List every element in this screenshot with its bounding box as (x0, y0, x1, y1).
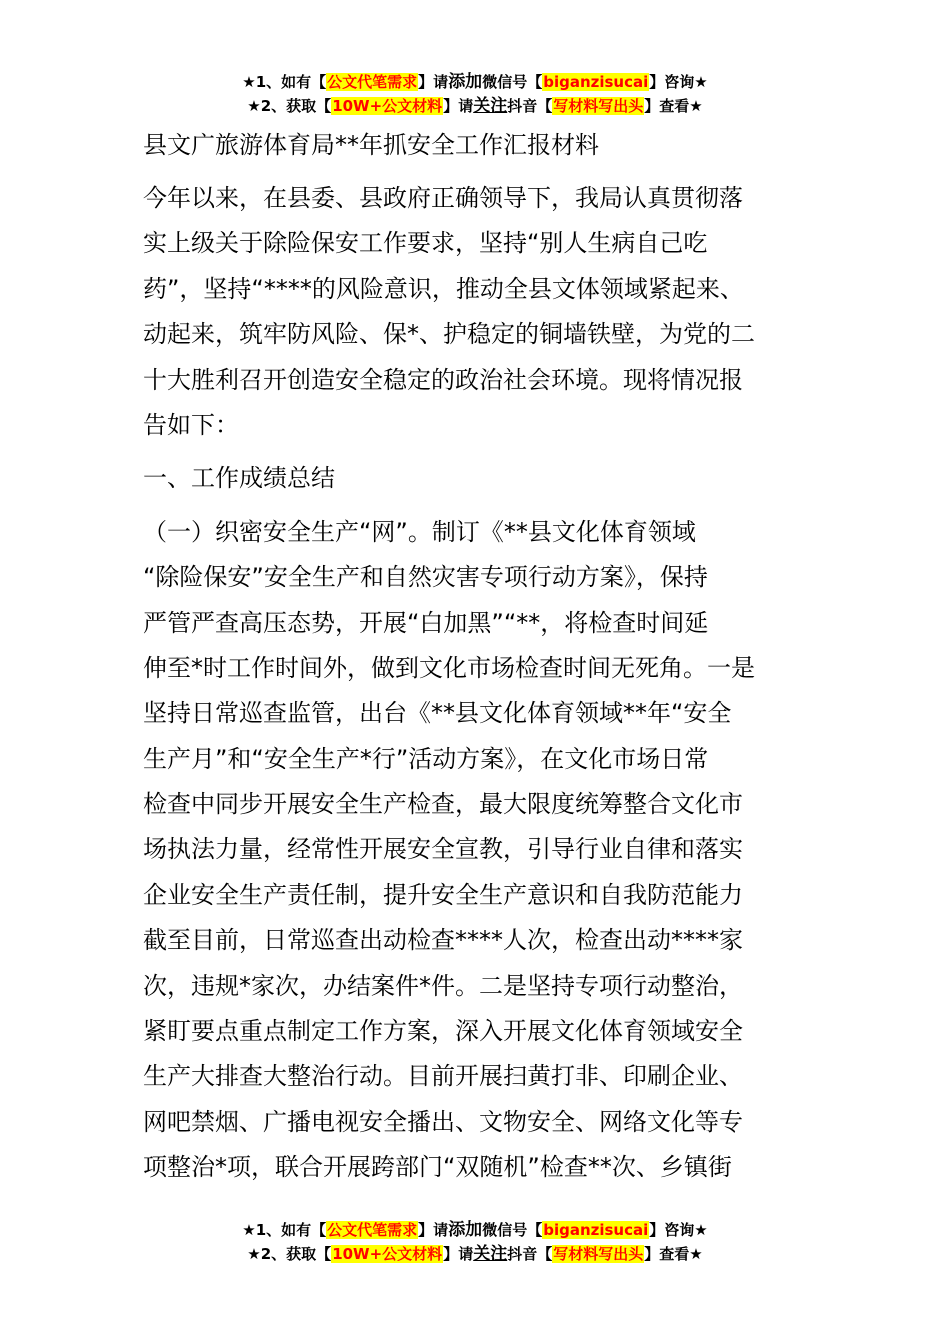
banner-emphasis: 关注 (473, 96, 508, 116)
banner-highlight: biganzisucai (543, 1221, 649, 1239)
banner-text: 微信号【 (482, 1221, 543, 1239)
banner-text: 】请 (418, 73, 449, 91)
banner-line-2 (0, 1242, 950, 1266)
banner-text: 微信号【 (482, 73, 543, 91)
text-line: 告如下： (143, 410, 239, 439)
banner-text: ★1、如有【 (242, 73, 327, 91)
text-line: 网吧禁烟、广播电视安全播出、文物安全、网络文化等专 (143, 1107, 743, 1136)
text-line: 伸至*时工作时间外，做到文化市场检查时间无死角。一是 (143, 653, 755, 682)
section-heading: 一、工作成绩总结 (143, 464, 335, 493)
document-body (143, 176, 811, 1191)
banner-text: 】咨询★ (649, 73, 708, 91)
banner-highlight: 10W+公文材料 (332, 97, 443, 115)
banner-highlight: 写材料写出头 (553, 97, 644, 115)
text-line: 今年以来，在县委、县政府正确领导下，我局认真贯彻落 (143, 184, 743, 212)
text-line: （一）织密安全生产“网”。制订《**县文化体育领域 (143, 517, 696, 546)
banner-text: 】请 (443, 97, 474, 115)
banner-highlight: 10W+公文材料 (332, 1245, 443, 1263)
banner-highlight: 公文代笔需求 (327, 73, 418, 91)
banner-text: ★1、如有【 (242, 1221, 327, 1239)
text-line: 紧盯要点重点制定工作方案，深入开展文化体育领域安全 (143, 1017, 743, 1046)
text-line: 项整治*项，联合开展跨部门“双随机”检查**次、乡镇街 (143, 1153, 732, 1182)
text-line: 企业安全生产责任制，提升安全生产意识和自我防范能力 (143, 880, 743, 909)
text-line: 动起来，筑牢防风险、保*、护稳定的铜墙铁壁，为党的二 (143, 320, 755, 349)
text-line: 严管严查高压态势，开展“白加黑”“**，将检查时间延 (143, 608, 709, 637)
banner-line-1 (0, 1218, 950, 1242)
text-line: 生产大排查大整治行动。目前开展扫黄打非、印刷企业、 (143, 1062, 743, 1091)
text-line: 场执法力量，经常性开展安全宣教，引导行业自律和落实 (143, 835, 743, 864)
banner-emphasis: 关注 (473, 1244, 508, 1264)
banner-line-2 (0, 94, 950, 118)
text-line: 实上级关于除险保安工作要求，坚持“别人生病自己吃 (143, 229, 708, 258)
text-line: “除险保安”安全生产和自然灾害专项行动方案》，保持 (143, 563, 708, 592)
text-line: 药”，坚持“****的风险意识，推动全县文体领域紧起来、 (143, 274, 744, 303)
banner-line-1 (0, 70, 950, 94)
bottom-banner (0, 1218, 950, 1266)
banner-text: 】查看★ (644, 1245, 703, 1263)
text-line: 生产月”和“安全生产*行”活动方案》，在文化市场日常 (143, 744, 709, 773)
banner-highlight: biganzisucai (543, 73, 649, 91)
paragraph-intro (143, 176, 811, 448)
banner-text: 】请 (443, 1245, 474, 1263)
text-line: 十大胜利召开创造安全稳定的政治社会环境。现将情况报 (143, 365, 743, 394)
banner-highlight: 写材料写出头 (553, 1245, 644, 1263)
text-line: 检查中同步开展安全生产检查，最大限度统筹整合文化市 (143, 790, 743, 819)
banner-text: 】查看★ (644, 97, 703, 115)
banner-text: ★2、获取【 (247, 1245, 332, 1263)
banner-text: 】咨询★ (649, 1221, 708, 1239)
banner-text: ★2、获取【 (247, 97, 332, 115)
text-line: 坚持日常巡查监管，出台《**县文化体育领域**年“安全 (143, 699, 732, 728)
banner-text: 】请 (418, 1221, 449, 1239)
banner-highlight: 公文代笔需求 (327, 1221, 418, 1239)
banner-emphasis: 添加 (448, 1220, 483, 1240)
paragraph-section-1 (143, 510, 811, 1191)
banner-text: 抖音【 (507, 1245, 553, 1263)
document-title: 县文广旅游体育局**年抓安全工作汇报材料 (143, 131, 599, 159)
banner-emphasis: 添加 (448, 72, 483, 92)
text-line: 次，违规*家次，办结案件*件。二是坚持专项行动整治， (143, 971, 743, 1000)
text-line: 截至目前，日常巡查出动检查****人次，检查出动****家 (143, 926, 743, 955)
top-banner (0, 70, 950, 118)
banner-text: 抖音【 (507, 97, 553, 115)
